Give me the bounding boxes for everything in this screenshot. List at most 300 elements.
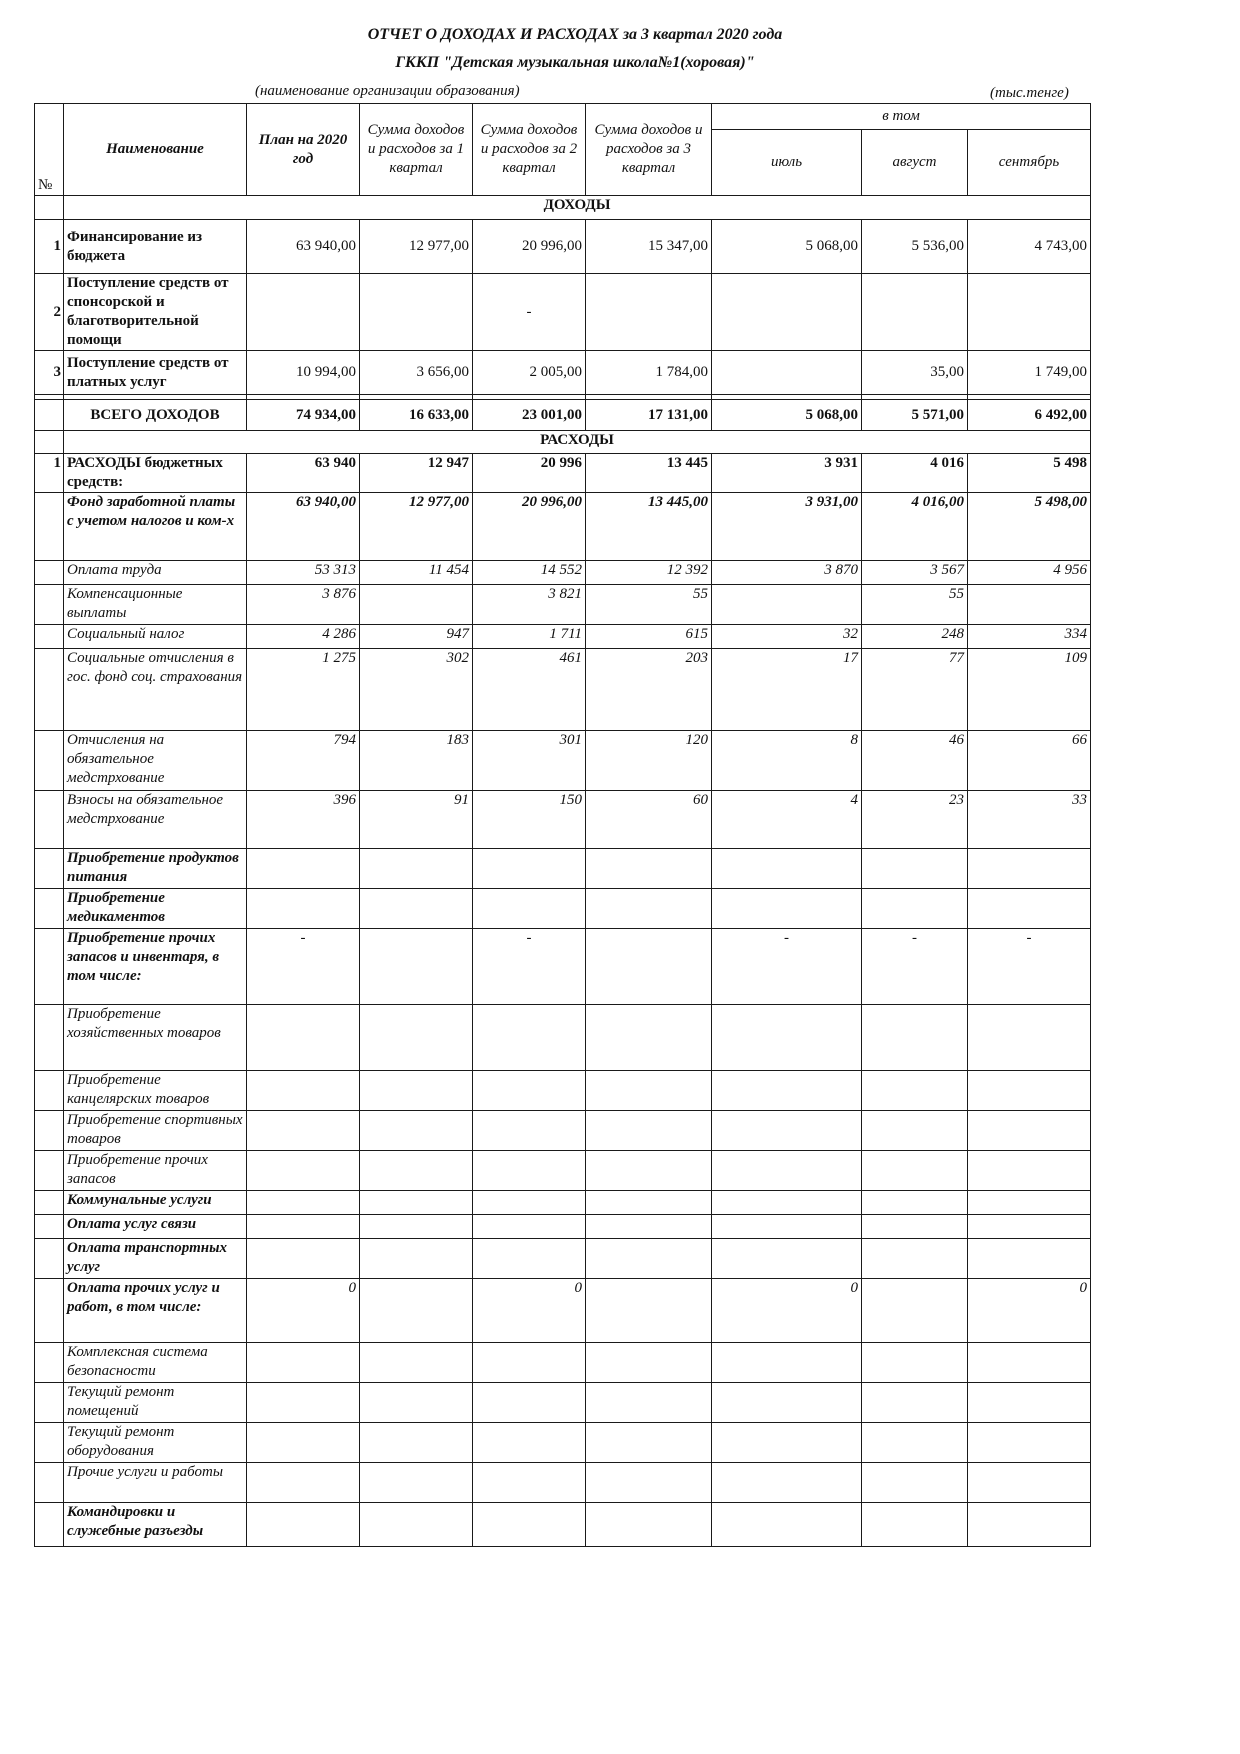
cell-plan	[247, 889, 360, 929]
cell-sep	[968, 1423, 1091, 1463]
cell-plan: 3 876	[247, 585, 360, 625]
table-row	[35, 1151, 1091, 1191]
cell-sep: 1 749,00	[968, 351, 1091, 395]
cell-sep	[968, 1343, 1091, 1383]
unit-label: (тыс.тенге)	[990, 85, 1069, 101]
cell-aug	[862, 1503, 968, 1547]
cell-q3: 60	[586, 791, 712, 849]
row-name: Комплексная система безопасности	[64, 1343, 247, 1383]
cell-plan	[247, 1383, 360, 1423]
cell-jul	[712, 1215, 862, 1239]
cell-q2: 20 996	[473, 454, 586, 493]
cell-jul	[712, 274, 862, 351]
cell-plan	[247, 1423, 360, 1463]
row-number	[35, 791, 64, 849]
cell-q1	[360, 1191, 473, 1215]
cell-jul: 5 068,00	[712, 220, 862, 274]
table-row	[35, 220, 1091, 274]
cell-aug	[862, 1005, 968, 1071]
cell-q2: -	[473, 274, 586, 351]
table-row	[35, 849, 1091, 889]
cell-q3: 203	[586, 649, 712, 731]
cell-q1: 91	[360, 791, 473, 849]
cell-q1	[360, 1071, 473, 1111]
organization-name: ГККП "Детская музыкальная школа№1(хоровая)"	[395, 54, 755, 71]
cell-q3	[586, 1463, 712, 1503]
row-number	[35, 1005, 64, 1071]
row-number	[35, 1383, 64, 1423]
cell-q2: 301	[473, 731, 586, 791]
cell-q3: 17 131,00	[586, 400, 712, 431]
row-number	[35, 1423, 64, 1463]
section-title-income: ДОХОДЫ	[64, 196, 1091, 220]
cell-jul	[712, 351, 862, 395]
cell-q3: 1 784,00	[586, 351, 712, 395]
cell-q2	[473, 1503, 586, 1547]
cell-q3	[586, 1503, 712, 1547]
row-name: ВСЕГО ДОХОДОВ	[64, 400, 247, 431]
row-number	[35, 649, 64, 731]
cell-aug	[862, 274, 968, 351]
section-spacer	[35, 196, 64, 220]
cell-jul	[712, 1463, 862, 1503]
row-number	[35, 493, 64, 561]
header-plan: План на 2020 год	[247, 104, 360, 196]
cell-q3	[586, 1151, 712, 1191]
cell-q2	[473, 1343, 586, 1383]
table-row	[35, 1111, 1091, 1151]
table-row	[35, 1503, 1091, 1547]
row-name: Приобретение медикаментов	[64, 889, 247, 929]
cell-aug	[862, 1191, 968, 1215]
row-name: Приобретение прочих запасов	[64, 1151, 247, 1191]
cell-q1	[360, 1005, 473, 1071]
cell-q1	[360, 1239, 473, 1279]
table-row	[35, 1343, 1091, 1383]
cell-sep: 0	[968, 1279, 1091, 1343]
table-row	[35, 649, 1091, 731]
row-number	[35, 889, 64, 929]
cell-sep: 5 498	[968, 454, 1091, 493]
row-number: 1	[35, 220, 64, 274]
cell-plan	[247, 849, 360, 889]
cell-q1	[360, 1383, 473, 1423]
cell-jul: 32	[712, 625, 862, 649]
cell-plan: 4 286	[247, 625, 360, 649]
header-incl: в том	[712, 104, 1091, 130]
cell-sep	[968, 585, 1091, 625]
row-name: Компенсационные выплаты	[64, 585, 247, 625]
cell-q3: 55	[586, 585, 712, 625]
cell-aug	[862, 1151, 968, 1191]
cell-q3	[586, 1343, 712, 1383]
row-number	[35, 1503, 64, 1547]
cell-q2: 23 001,00	[473, 400, 586, 431]
organization-note: (наименование организации образования)	[255, 83, 520, 99]
row-name: Приобретение спортивных товаров	[64, 1111, 247, 1151]
cell-q1: 11 454	[360, 561, 473, 585]
table-row	[35, 889, 1091, 929]
cell-plan: 53 313	[247, 561, 360, 585]
cell-q2: 461	[473, 649, 586, 731]
cell-plan: 794	[247, 731, 360, 791]
row-name: Социальный налог	[64, 625, 247, 649]
row-number: 2	[35, 274, 64, 351]
cell-plan: -	[247, 929, 360, 1005]
cell-sep: 6 492,00	[968, 400, 1091, 431]
row-number	[35, 1215, 64, 1239]
cell-q2	[473, 889, 586, 929]
cell-plan	[247, 1111, 360, 1151]
cell-q2	[473, 1239, 586, 1279]
row-number	[35, 1239, 64, 1279]
cell-aug: 248	[862, 625, 968, 649]
cell-jul: 4	[712, 791, 862, 849]
cell-jul: 3 931	[712, 454, 862, 493]
cell-aug	[862, 1215, 968, 1239]
cell-q1	[360, 585, 473, 625]
cell-jul	[712, 849, 862, 889]
table-row	[35, 561, 1091, 585]
cell-sep	[968, 1503, 1091, 1547]
table-row	[35, 1463, 1091, 1503]
cell-q1: 302	[360, 649, 473, 731]
cell-q3	[586, 1383, 712, 1423]
table-row	[35, 454, 1091, 493]
cell-q1	[360, 1463, 473, 1503]
cell-jul	[712, 585, 862, 625]
row-number	[35, 625, 64, 649]
cell-sep: -	[968, 929, 1091, 1005]
section-income	[35, 196, 1091, 220]
header-row	[35, 104, 1091, 130]
table-row	[35, 1215, 1091, 1239]
row-name: Приобретение продуктов питания	[64, 849, 247, 889]
row-name: Оплата транспортных услуг	[64, 1239, 247, 1279]
cell-plan	[247, 1503, 360, 1547]
cell-aug: 5 571,00	[862, 400, 968, 431]
cell-q1: 3 656,00	[360, 351, 473, 395]
table-row	[35, 791, 1091, 849]
cell-plan: 1 275	[247, 649, 360, 731]
row-name: Командировки и служебные разъезды	[64, 1503, 247, 1547]
row-name: Приобретение канцелярских товаров	[64, 1071, 247, 1111]
row-name: Финансирование из бюджета	[64, 220, 247, 274]
cell-plan	[247, 1151, 360, 1191]
cell-q1: 12 977,00	[360, 493, 473, 561]
row-number	[35, 849, 64, 889]
cell-q1	[360, 1343, 473, 1383]
cell-aug	[862, 1343, 968, 1383]
cell-q3	[586, 1111, 712, 1151]
cell-sep	[968, 1215, 1091, 1239]
table-row	[35, 1005, 1091, 1071]
cell-plan	[247, 274, 360, 351]
cell-q1	[360, 1111, 473, 1151]
row-number: 3	[35, 351, 64, 395]
cell-jul	[712, 1239, 862, 1279]
row-number	[35, 561, 64, 585]
cell-q3: 13 445	[586, 454, 712, 493]
row-name: Оплата труда	[64, 561, 247, 585]
cell-q3	[586, 1215, 712, 1239]
cell-jul: -	[712, 929, 862, 1005]
cell-q2: -	[473, 929, 586, 1005]
section-expense	[35, 431, 1091, 454]
table-row	[35, 929, 1091, 1005]
row-number	[35, 1343, 64, 1383]
cell-jul	[712, 1005, 862, 1071]
table-row	[35, 731, 1091, 791]
row-name: Оплата прочих услуг и работ, в том числе:	[64, 1279, 247, 1343]
cell-sep: 33	[968, 791, 1091, 849]
row-number	[35, 1463, 64, 1503]
table-row	[35, 1279, 1091, 1343]
cell-sep	[968, 889, 1091, 929]
row-number	[35, 929, 64, 1005]
cell-q2	[473, 1111, 586, 1151]
cell-q1	[360, 274, 473, 351]
table-row	[35, 1383, 1091, 1423]
table-row	[35, 1191, 1091, 1215]
cell-aug	[862, 1383, 968, 1423]
cell-q1	[360, 1151, 473, 1191]
cell-q3: 120	[586, 731, 712, 791]
cell-q2	[473, 849, 586, 889]
row-number	[35, 1111, 64, 1151]
cell-sep	[968, 849, 1091, 889]
row-name: Поступление средств от платных услуг	[64, 351, 247, 395]
cell-aug: 4 016	[862, 454, 968, 493]
cell-jul: 3 931,00	[712, 493, 862, 561]
cell-aug	[862, 1111, 968, 1151]
cell-sep	[968, 1005, 1091, 1071]
cell-sep	[968, 1383, 1091, 1423]
row-number	[35, 1071, 64, 1111]
cell-q2: 14 552	[473, 561, 586, 585]
row-number	[35, 1151, 64, 1191]
cell-jul	[712, 1191, 862, 1215]
cell-plan: 396	[247, 791, 360, 849]
cell-aug: 55	[862, 585, 968, 625]
cell-aug	[862, 889, 968, 929]
cell-aug: 4 016,00	[862, 493, 968, 561]
cell-q3	[586, 1279, 712, 1343]
cell-q1	[360, 1423, 473, 1463]
cell-sep	[968, 1463, 1091, 1503]
cell-plan	[247, 1239, 360, 1279]
cell-jul: 0	[712, 1279, 862, 1343]
row-number	[35, 731, 64, 791]
table-row	[35, 1423, 1091, 1463]
cell-q1: 16 633,00	[360, 400, 473, 431]
cell-q1	[360, 1215, 473, 1239]
report-table	[34, 103, 1091, 1547]
cell-q2	[473, 1191, 586, 1215]
cell-q3	[586, 1423, 712, 1463]
cell-plan	[247, 1463, 360, 1503]
cell-q1: 947	[360, 625, 473, 649]
cell-q1	[360, 1503, 473, 1547]
cell-q3	[586, 849, 712, 889]
cell-aug	[862, 1279, 968, 1343]
cell-q2	[473, 1151, 586, 1191]
cell-q2	[473, 1071, 586, 1111]
cell-aug: 3 567	[862, 561, 968, 585]
row-name: Текущий ремонт помещений	[64, 1383, 247, 1423]
header-no: №	[35, 104, 64, 196]
row-name: РАСХОДЫ бюджетных средств:	[64, 454, 247, 493]
header-aug: август	[862, 129, 968, 195]
cell-q1	[360, 929, 473, 1005]
cell-aug: -	[862, 929, 968, 1005]
cell-aug: 23	[862, 791, 968, 849]
cell-plan: 63 940,00	[247, 493, 360, 561]
cell-q2: 1 711	[473, 625, 586, 649]
cell-q2: 0	[473, 1279, 586, 1343]
cell-plan: 63 940	[247, 454, 360, 493]
table-row	[35, 274, 1091, 351]
cell-q2	[473, 1383, 586, 1423]
cell-jul	[712, 1423, 862, 1463]
table-row	[35, 585, 1091, 625]
cell-plan: 10 994,00	[247, 351, 360, 395]
cell-q3	[586, 929, 712, 1005]
cell-jul	[712, 1383, 862, 1423]
cell-q2: 2 005,00	[473, 351, 586, 395]
row-name: Фонд заработной платы с учетом налогов и ком-х	[64, 493, 247, 561]
cell-q1	[360, 849, 473, 889]
table-row	[35, 625, 1091, 649]
row-name: Текущий ремонт оборудования	[64, 1423, 247, 1463]
cell-q3	[586, 889, 712, 929]
row-name: Приобретение хозяйственных товаров	[64, 1005, 247, 1071]
cell-aug: 46	[862, 731, 968, 791]
cell-sep: 4 956	[968, 561, 1091, 585]
cell-jul: 8	[712, 731, 862, 791]
cell-sep	[968, 1191, 1091, 1215]
report-title: ОТЧЕТ О ДОХОДАХ И РАСХОДАХ за 3 квартал 2020 года	[367, 26, 783, 43]
cell-aug	[862, 1463, 968, 1503]
cell-q3: 615	[586, 625, 712, 649]
cell-q2: 20 996,00	[473, 493, 586, 561]
cell-sep: 109	[968, 649, 1091, 731]
cell-aug: 35,00	[862, 351, 968, 395]
cell-q1	[360, 889, 473, 929]
cell-q3	[586, 1191, 712, 1215]
row-number	[35, 1279, 64, 1343]
row-name: Взносы на обязательное медстрхование	[64, 791, 247, 849]
cell-q3	[586, 274, 712, 351]
cell-q2: 150	[473, 791, 586, 849]
row-name: Отчисления на обязательное медстрхование	[64, 731, 247, 791]
cell-jul	[712, 889, 862, 929]
cell-jul: 3 870	[712, 561, 862, 585]
row-name: Приобретение прочих запасов и инвентаря, в том числе:	[64, 929, 247, 1005]
cell-plan: 0	[247, 1279, 360, 1343]
cell-q3: 13 445,00	[586, 493, 712, 561]
row-number	[35, 585, 64, 625]
cell-q2: 20 996,00	[473, 220, 586, 274]
cell-plan	[247, 1071, 360, 1111]
cell-sep	[968, 274, 1091, 351]
cell-plan: 74 934,00	[247, 400, 360, 431]
cell-q1: 12 977,00	[360, 220, 473, 274]
cell-plan: 63 940,00	[247, 220, 360, 274]
cell-jul	[712, 1151, 862, 1191]
cell-aug	[862, 1239, 968, 1279]
table-row	[35, 493, 1091, 561]
total-income-row	[35, 400, 1091, 431]
cell-aug	[862, 849, 968, 889]
cell-q1	[360, 1279, 473, 1343]
cell-q1: 183	[360, 731, 473, 791]
row-name: Социальные отчисления в гос. фонд соц. страхования	[64, 649, 247, 731]
cell-jul	[712, 1343, 862, 1383]
cell-jul	[712, 1111, 862, 1151]
cell-sep: 5 498,00	[968, 493, 1091, 561]
row-number: 1	[35, 454, 64, 493]
cell-q2: 3 821	[473, 585, 586, 625]
cell-q3	[586, 1005, 712, 1071]
row-name: Коммунальные услуги	[64, 1191, 247, 1215]
cell-q3: 12 392	[586, 561, 712, 585]
table-row	[35, 351, 1091, 395]
cell-sep: 66	[968, 731, 1091, 791]
cell-q2	[473, 1423, 586, 1463]
cell-sep: 4 743,00	[968, 220, 1091, 274]
section-spacer	[35, 431, 64, 454]
cell-sep	[968, 1151, 1091, 1191]
cell-q3	[586, 1239, 712, 1279]
cell-plan	[247, 1215, 360, 1239]
cell-jul	[712, 1071, 862, 1111]
cell-q1: 12 947	[360, 454, 473, 493]
cell-aug: 77	[862, 649, 968, 731]
table-row	[35, 1239, 1091, 1279]
cell-jul: 17	[712, 649, 862, 731]
cell-jul	[712, 1503, 862, 1547]
header-q2: Сумма доходов и расходов за 2 квартал	[473, 104, 586, 196]
cell-sep: 334	[968, 625, 1091, 649]
table-row	[35, 1071, 1091, 1111]
cell-plan	[247, 1005, 360, 1071]
section-title-expense: РАСХОДЫ	[64, 431, 1091, 454]
cell-q2	[473, 1463, 586, 1503]
cell-plan	[247, 1343, 360, 1383]
row-name: Прочие услуги и работы	[64, 1463, 247, 1503]
header-jul: июль	[712, 129, 862, 195]
cell-q2	[473, 1215, 586, 1239]
cell-aug	[862, 1423, 968, 1463]
header-sep: сентябрь	[968, 129, 1091, 195]
row-number	[35, 1191, 64, 1215]
cell-aug	[862, 1071, 968, 1111]
header-name: Наименование	[64, 104, 247, 196]
row-name: Поступление средств от спонсорской и благотворительной помощи	[64, 274, 247, 351]
cell-q3	[586, 1071, 712, 1111]
cell-sep	[968, 1239, 1091, 1279]
cell-sep	[968, 1071, 1091, 1111]
cell-sep	[968, 1111, 1091, 1151]
cell-aug: 5 536,00	[862, 220, 968, 274]
header-q1: Сумма доходов и расходов за 1 квартал	[360, 104, 473, 196]
header-q3: Сумма доходов и расходов за 3 квартал	[586, 104, 712, 196]
cell-q2	[473, 1005, 586, 1071]
row-name: Оплата услуг связи	[64, 1215, 247, 1239]
cell-q3: 15 347,00	[586, 220, 712, 274]
row-number	[35, 400, 64, 431]
